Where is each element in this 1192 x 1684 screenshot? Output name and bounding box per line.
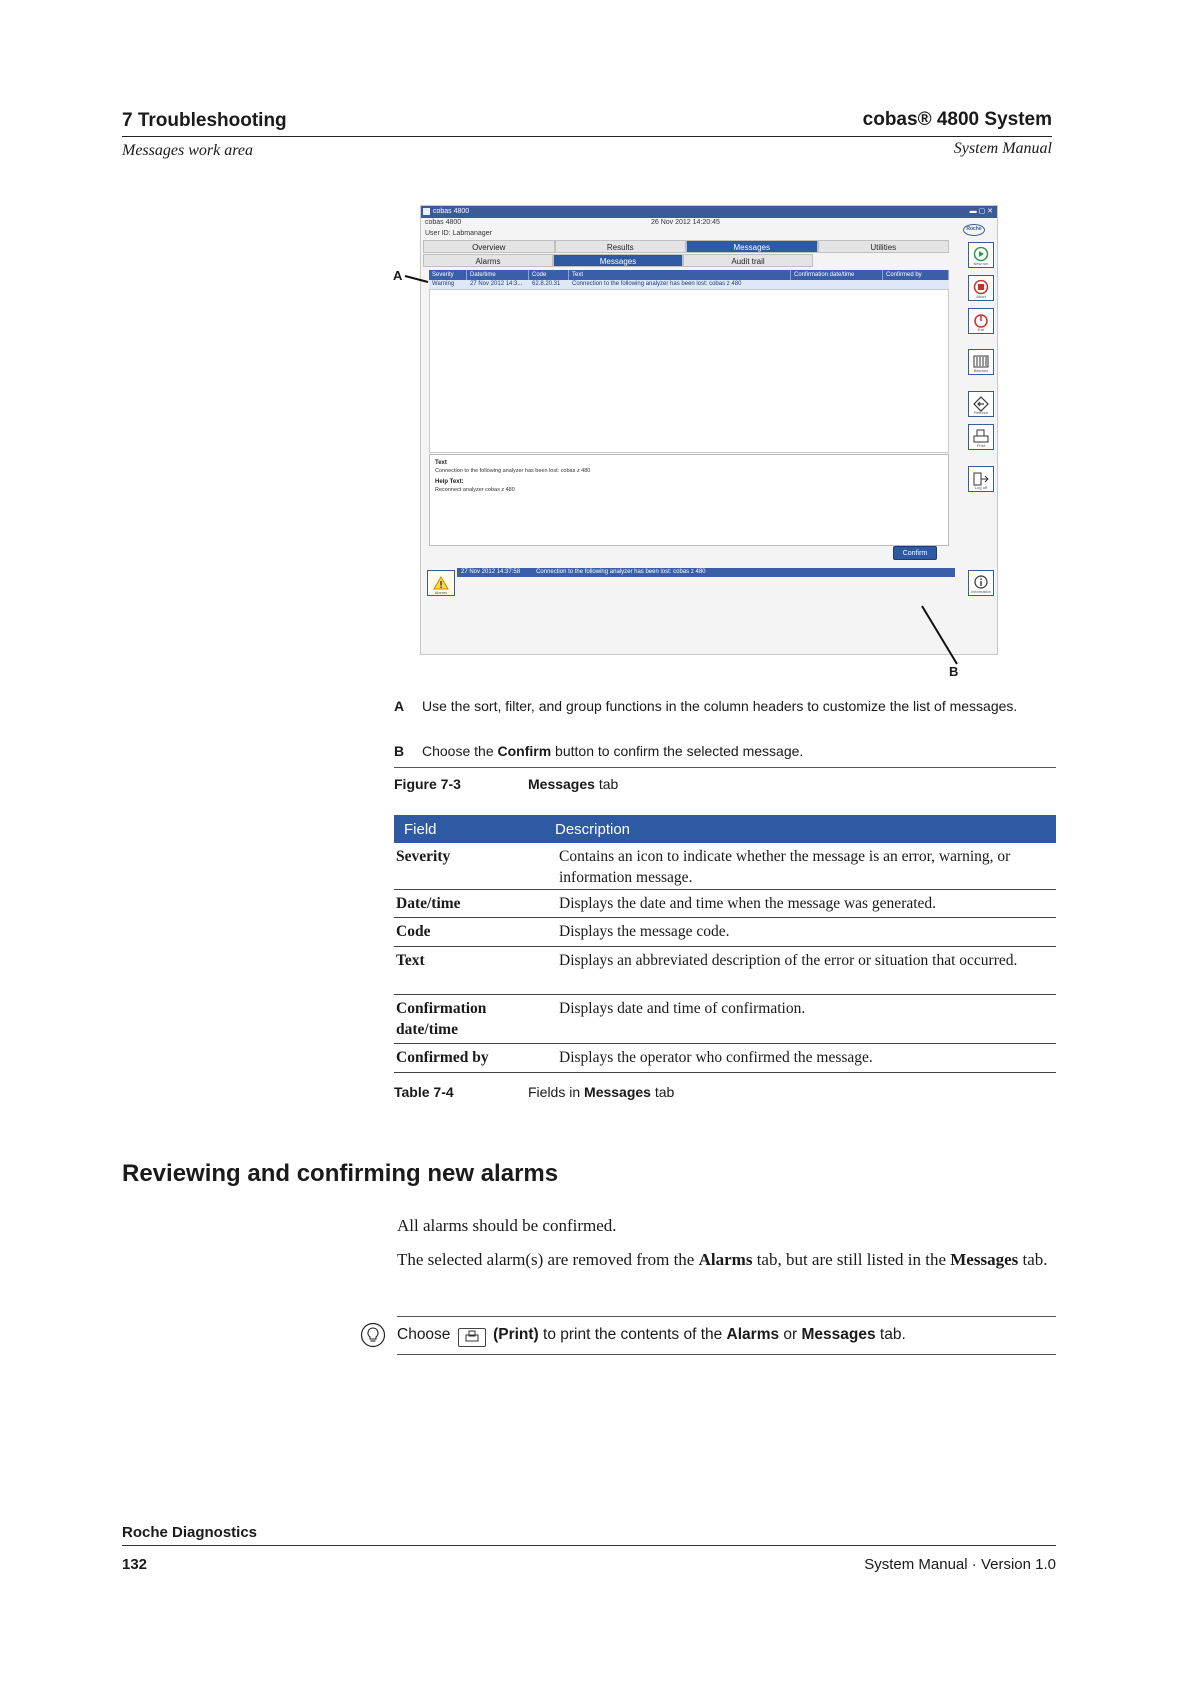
message-detail bbox=[429, 454, 949, 546]
app-titlebar bbox=[421, 206, 997, 218]
detail-help-value: Reconnect analyzer cobas z 480 bbox=[435, 487, 515, 493]
tab-messages[interactable]: Messages bbox=[686, 240, 818, 253]
refresh-button[interactable] bbox=[968, 391, 994, 417]
row-description: Displays the operator who confirmed the message. bbox=[559, 1049, 873, 1066]
new-run-button[interactable] bbox=[968, 242, 994, 268]
row-code: 62.8.20.31 bbox=[532, 281, 561, 287]
tip-rule-bottom bbox=[397, 1354, 1056, 1355]
col-text[interactable]: Text bbox=[569, 270, 791, 280]
exit-caption: Exit bbox=[977, 327, 985, 332]
tab-results[interactable]: Results bbox=[555, 240, 687, 253]
status-datetime: 27 Nov 2012 14:37:58 bbox=[461, 569, 521, 575]
row-description: Displays an abbreviated description of the error or situation that occurred. bbox=[559, 952, 1018, 969]
information-button[interactable] bbox=[968, 570, 994, 596]
row-description: Displays the date and time when the message was generated. bbox=[559, 895, 937, 912]
row-datetime: 27 Nov 2012 14:3... bbox=[470, 281, 523, 287]
row-field: Code bbox=[396, 923, 431, 940]
column-headers bbox=[429, 270, 949, 280]
tip-box bbox=[360, 1320, 1056, 1354]
detail-text-value: Connection to the following analyzer has been lost: cobas z 480 bbox=[435, 468, 591, 474]
app-datetime: 26 Nov 2012 14:20:45 bbox=[651, 219, 720, 226]
legend-item-b bbox=[394, 741, 1054, 761]
sub-tabs bbox=[423, 254, 813, 267]
tip-rule-top bbox=[397, 1316, 1056, 1317]
header-rule bbox=[122, 136, 1052, 137]
footer-rule bbox=[122, 1545, 1056, 1546]
product-title: cobas® 4800 System bbox=[862, 109, 1052, 130]
print-icon bbox=[458, 1328, 486, 1347]
alarms-label: Alarms bbox=[434, 590, 448, 595]
row-field: Confirmed by bbox=[396, 1049, 489, 1066]
table-row bbox=[394, 843, 1056, 890]
callout-b-pointer bbox=[920, 604, 964, 670]
log-off-caption: Log off bbox=[974, 485, 988, 490]
manual-subtitle: System Manual bbox=[953, 140, 1052, 157]
callout-b: B bbox=[949, 664, 959, 679]
col-code[interactable]: Code bbox=[529, 270, 569, 280]
status-bar bbox=[457, 568, 955, 577]
print-button[interactable] bbox=[968, 424, 994, 450]
print-caption: Print bbox=[976, 443, 986, 448]
row-field: Date/time bbox=[396, 895, 461, 912]
manual-version: System Manual · Version 1.0 bbox=[864, 1556, 1056, 1573]
col-datetime[interactable]: Date/time bbox=[467, 270, 529, 280]
section-heading: Reviewing and confirming new alarms bbox=[122, 1160, 559, 1187]
detail-text-label: Text bbox=[435, 460, 447, 466]
confirm-button[interactable]: Confirm bbox=[893, 546, 937, 560]
batches-button[interactable] bbox=[968, 349, 994, 375]
roche-logo: Roche bbox=[963, 224, 985, 236]
refresh-caption: Refresh bbox=[973, 410, 988, 415]
callout-a-pointer bbox=[404, 270, 430, 286]
exit-button[interactable] bbox=[968, 308, 994, 334]
main-tabs bbox=[423, 240, 949, 253]
information-caption: Information bbox=[970, 589, 991, 594]
legend-text-b: Choose the Confirm button to confirm the selected message. bbox=[422, 743, 804, 759]
table-row bbox=[394, 995, 1056, 1044]
row-field: Confirmation date/time bbox=[396, 1000, 487, 1038]
log-off-icon bbox=[973, 472, 989, 486]
instrument-name: cobas 4800 bbox=[425, 219, 462, 226]
callout-a: A bbox=[393, 268, 403, 283]
detail-help-label: Help Text: bbox=[435, 479, 464, 485]
status-text: Connection to the following analyzer has been lost: cobas z 480 bbox=[536, 569, 706, 575]
batch-icon bbox=[973, 355, 989, 369]
row-description: Contains an icon to indicate whether the message is an error, warning, or information message. bbox=[559, 848, 1011, 886]
row-field: Severity bbox=[396, 848, 451, 865]
subtab-messages[interactable]: Messages bbox=[553, 254, 683, 267]
tab-overview[interactable]: Overview bbox=[423, 240, 555, 253]
header-description: Description bbox=[555, 821, 631, 838]
subtab-audit-trail[interactable]: Audit trail bbox=[683, 254, 813, 267]
legend-key-a: A bbox=[394, 698, 405, 714]
table-title: Fields in Messages tab bbox=[528, 1084, 675, 1100]
tip-text: Choose (Print) to print the contents of the Alarms or Messages tab. bbox=[397, 1326, 906, 1347]
col-severity[interactable]: Severity bbox=[429, 270, 467, 280]
user-id: User ID: Labmanager bbox=[425, 230, 492, 237]
legend-key-b: B bbox=[394, 743, 405, 759]
table-row bbox=[394, 918, 1056, 947]
section-subtitle: Messages work area bbox=[122, 142, 253, 159]
footer-brand: Roche Diagnostics bbox=[122, 1524, 258, 1541]
table-row bbox=[394, 947, 1056, 995]
header-field: Field bbox=[404, 821, 437, 838]
message-list[interactable] bbox=[429, 289, 949, 453]
table-row bbox=[394, 1044, 1056, 1073]
alarms-button[interactable] bbox=[427, 570, 455, 596]
table-row bbox=[394, 890, 1056, 918]
batches-caption: Batches bbox=[973, 368, 989, 373]
window-controls-icon[interactable]: ▬ ▢ ✕ bbox=[969, 208, 993, 215]
figure-number: Figure 7-3 bbox=[394, 776, 461, 792]
warning-icon bbox=[433, 576, 449, 590]
messages-screenshot bbox=[420, 205, 998, 655]
paragraph-1: All alarms should be confirmed. bbox=[397, 1216, 617, 1235]
legend-item-a bbox=[394, 696, 1054, 716]
subtab-alarms[interactable]: Alarms bbox=[423, 254, 553, 267]
lightbulb-tip-icon bbox=[360, 1322, 386, 1348]
figure-title: Messages tab bbox=[528, 776, 619, 792]
table-row[interactable] bbox=[429, 280, 949, 289]
new-run-caption: New run bbox=[973, 261, 989, 266]
log-off-button[interactable] bbox=[968, 466, 994, 492]
chapter-title: 7 Troubleshooting bbox=[122, 110, 287, 131]
row-field: Text bbox=[396, 952, 425, 969]
row-severity: Warning bbox=[432, 281, 455, 287]
table-number: Table 7-4 bbox=[394, 1084, 454, 1100]
legend-rule bbox=[394, 767, 1056, 768]
row-text: Connection to the following analyzer has been lost: cobas z 480 bbox=[572, 281, 742, 287]
fields-table-header bbox=[394, 815, 1056, 843]
app-icon bbox=[423, 208, 430, 215]
legend-text-a: Use the sort, filter, and group functions in the column headers to customize the list of messages. bbox=[422, 698, 1018, 714]
col-confirmation-datetime[interactable]: Confirmation date/time bbox=[791, 270, 883, 280]
row-description: Displays the message code. bbox=[559, 923, 730, 940]
abort-button[interactable] bbox=[968, 275, 994, 301]
row-description: Displays date and time of confirmation. bbox=[559, 1000, 806, 1017]
app-title: cobas 4800 bbox=[433, 208, 470, 215]
abort-caption: Abort bbox=[976, 294, 986, 299]
page-number: 132 bbox=[122, 1556, 148, 1573]
col-confirmed-by[interactable]: Confirmed by bbox=[883, 270, 949, 280]
paragraph-2: The selected alarm(s) are removed from the Alarms tab, but are still listed in the Messages tab. bbox=[397, 1250, 1048, 1269]
tab-utilities[interactable]: Utilities bbox=[818, 240, 950, 253]
